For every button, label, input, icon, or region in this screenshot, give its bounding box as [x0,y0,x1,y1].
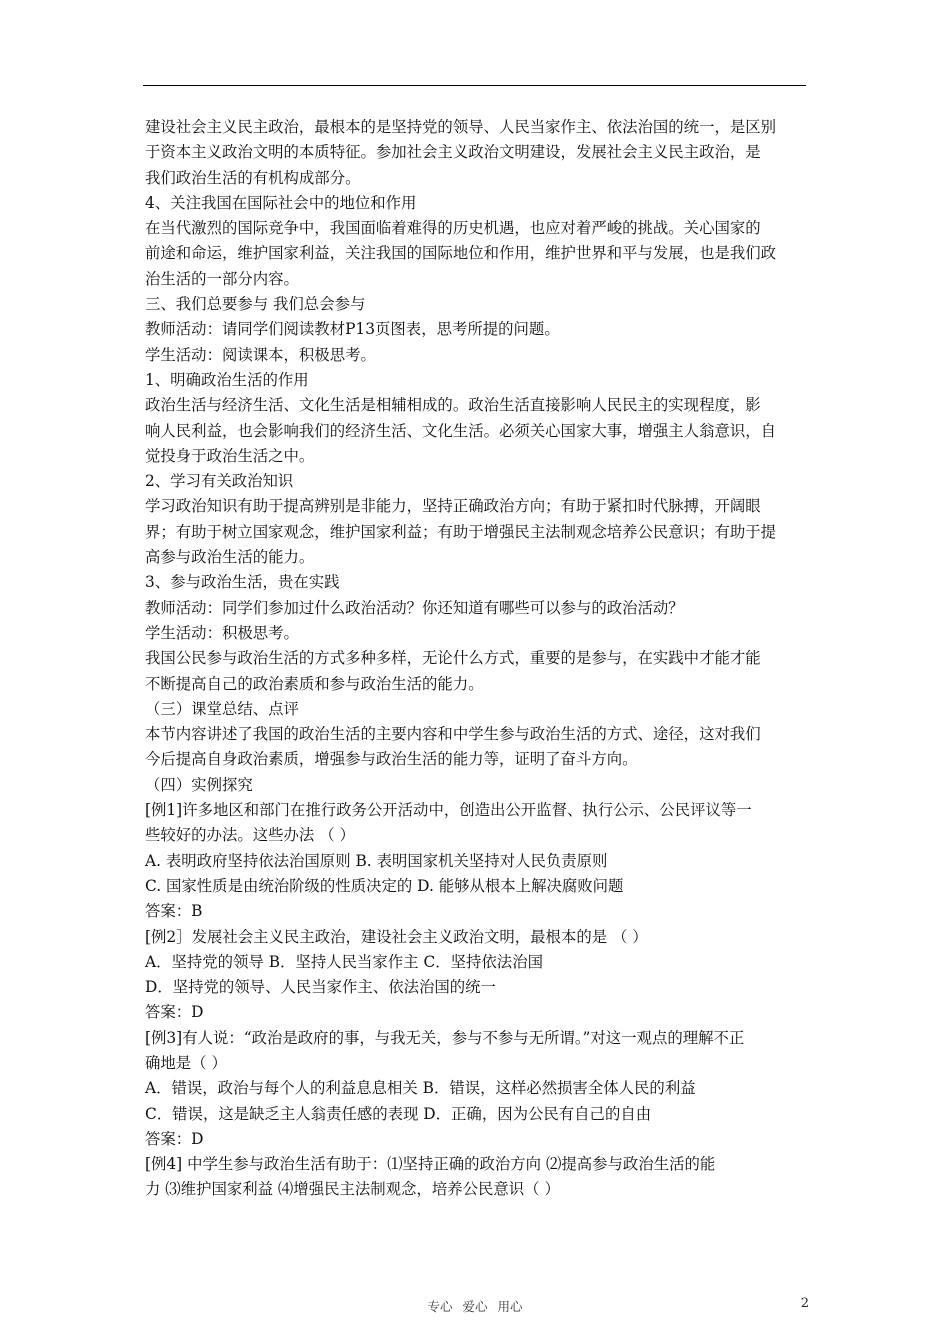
text-line: 教师活动：请同学们阅读教材P13页图表，思考所提的问题。 [145,320,560,339]
text-line: 学生活动：阅读课本，积极思考。 [145,345,376,364]
text-line: 4、关注我国在国际社会中的地位和作用 [145,193,417,212]
text-line: 2、学习有关政治知识 [145,472,294,491]
text-line: [例4] 中学生参与政治生活有助于：⑴坚持正确的政治方向 ⑵提高参与政治生活的能 [145,1155,716,1174]
text-line: 前途和命运，维护国家利益，关注我国的国际地位和作用，维护世界和平与发展，也是我们政 [145,244,777,263]
text-line: 学生活动：积极思考。 [145,623,299,642]
document-body [145,115,810,1203]
text-line: 政治生活与经济生活、文化生活是相辅相成的。政治生活直接影响人民民主的实现程度，影 [145,396,761,415]
text-line: C．错误，这是缺乏主人翁责任感的表现 D．正确，因为公民有自己的自由 [145,1104,652,1123]
text-line: 确地是（ ） [145,1053,227,1072]
text-line: 建设社会主义民主政治，最根本的是坚持党的领导、人民当家作主、依法治国的统一，是区别 [145,118,777,136]
text-line: 本节内容讲述了我国的政治生活的主要内容和中学生参与政治生活的方式、途径，这对我们 [145,725,761,744]
text-line: 力 ⑶维护国家利益 ⑷增强民主法制观念，培养公民意识（ ） [145,1180,560,1199]
text-line: 高参与政治生活的能力。 [145,548,315,567]
text-line: C. 国家性质是由统治阶级的性质决定的 D. 能够从根本上解决腐败问题 [145,876,624,895]
text-line: [例2］发展社会主义民主政治，建设社会主义政治文明，最根本的是 （ ） [145,927,648,946]
text-line: A．坚持党的领导 B．坚持人民当家作主 C．坚持依法治国 [145,952,543,971]
text-line: 教师活动：同学们参加过什么政治活动？你还知道有哪些可以参与的政治活动？ [145,598,684,617]
text-line: 我国公民参与政治生活的方式多种多样，无论什么方式，重要的是参与，在实践中才能才能 [145,649,761,668]
text-line: 答案：D [145,1003,204,1022]
text-line: 于资本主义政治文明的本质特征。参加社会主义政治文明建设，发展社会主义民主政治，是 [145,143,761,162]
text-line: A．错误，政治与每个人的利益息息相关 B．错误，这样必然损害全体人民的利益 [145,1079,696,1098]
text-line: 响人民利益，也会影响我们的经济生活、文化生活。必须关心国家大事，增强主人翁意识，自 [145,421,777,440]
footer-motto: 专心 爱心 用心 [427,1299,523,1314]
text-line: 些较好的办法。这些办法 （ ） [145,826,355,845]
text-line: [例3]有人说：“政治是政府的事，与我无关，参与不参与无所谓。”对这一观点的理解不正 [145,1028,745,1047]
text-line: 三、我们总要参与 我们总会参与 [145,295,366,314]
header-rule [143,85,806,86]
text-line: 答案：D [145,1129,204,1148]
text-line: （三）课堂总结、点评 [145,699,299,718]
text-line: 不断提高自己的政治素质和参与政治生活的能力。 [145,674,484,693]
text-line: 我们政治生活的有机构成部分。 [145,168,361,187]
page-number: 2 [800,1296,809,1311]
text-line: 3、参与政治生活，贵在实践 [145,573,340,592]
text-line: D．坚持党的领导、人民当家作主、依法治国的统一 [145,978,496,997]
text-line: 在当代激烈的国际竞争中，我国面临着难得的历史机遇，也应对着严峻的挑战。关心国家的 [145,219,761,238]
text-line: 觉投身于政治生活之中。 [145,446,315,465]
text-line: [例1]许多地区和部门在推行政务公开活动中，创造出公开监督、执行公示、公民评议等一 [145,801,752,820]
text-line: 学习政治知识有助于提高辨别是非能力，坚持正确政治方向；有助于紧扣时代脉搏，开阔眼 [145,497,761,516]
text-line: A. 表明政府坚持依法治国原则 B. 表明国家机关坚持对人民负责原则 [145,851,608,870]
text-line: 今后提高自身政治素质，增强参与政治生活的能力等，证明了奋斗方向。 [145,750,638,769]
text-line: 界；有助于树立国家观念，维护国家利益；有助于增强民主法制观念培养公民意识；有助于提 [145,522,777,541]
text-line: 治生活的一部分内容。 [145,269,299,288]
text-line: （四）实例探究 [145,775,253,794]
text-line: 答案：B [145,902,203,921]
text-line: 1、明确政治生活的作用 [145,370,309,389]
